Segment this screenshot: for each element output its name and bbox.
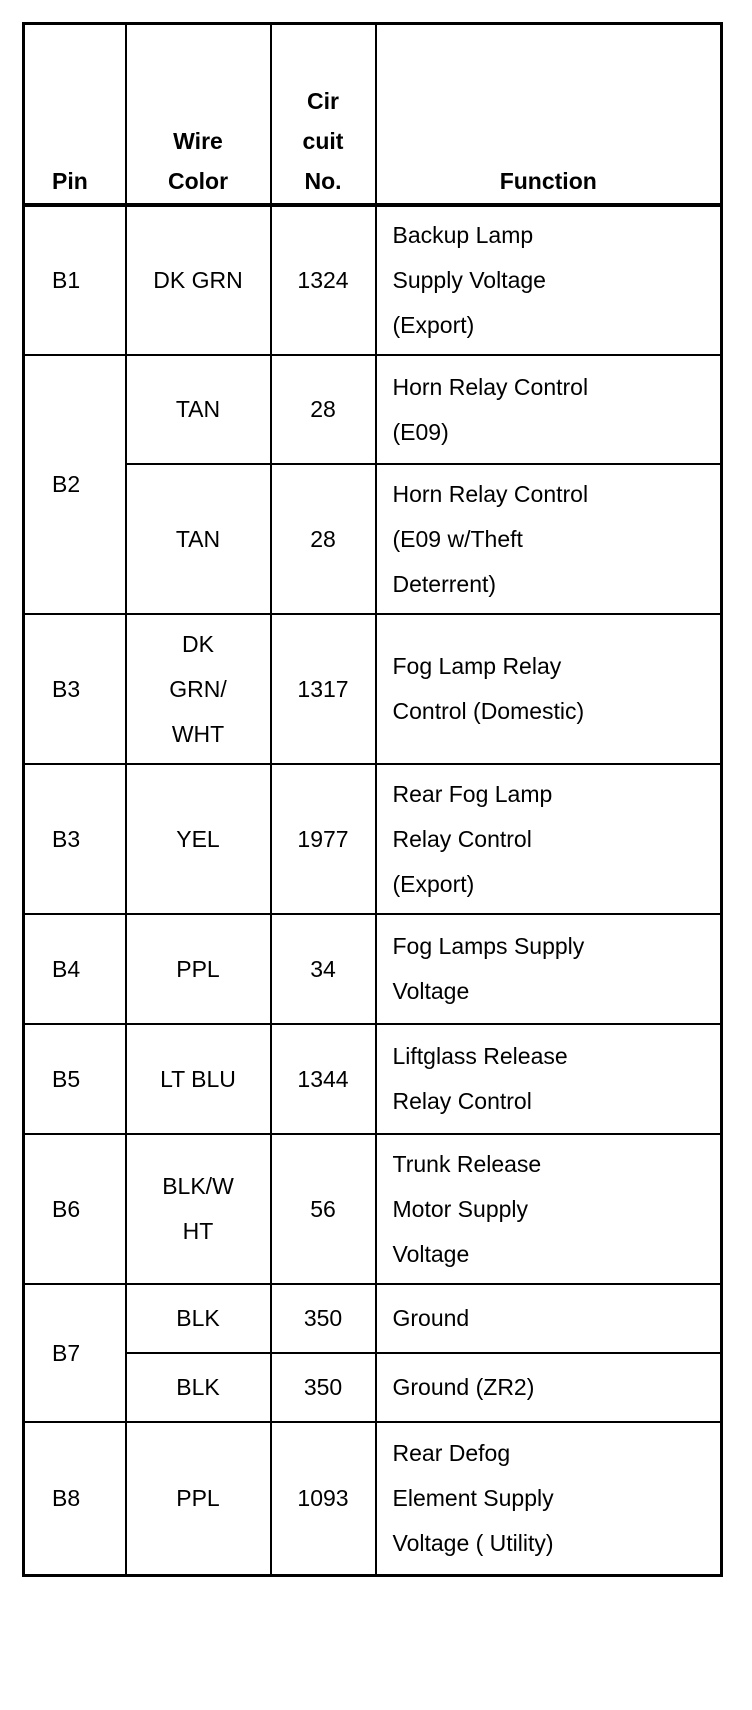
wire-color-cell [126, 464, 271, 614]
table-row [24, 1024, 722, 1134]
table-row [24, 464, 722, 614]
cell-line: Supply Voltage [392, 267, 546, 293]
table-row [24, 614, 722, 764]
circuit-number-cell: 1344 [271, 1024, 376, 1134]
function-cell [376, 1353, 722, 1422]
function-cell [376, 205, 722, 355]
cell-line: DK GRN [153, 267, 243, 293]
pin-cell: B1 [24, 205, 126, 355]
wire-color-cell [126, 1284, 271, 1353]
cell-line: (E09) [392, 418, 449, 445]
cell-line: Relay Control [392, 1088, 532, 1114]
cell-line: Ground (ZR2) [392, 1374, 535, 1400]
cell-line: Ground [392, 1305, 470, 1331]
cell-line: Liftglass Release [392, 1043, 568, 1069]
cell-line: Wire [173, 128, 223, 154]
wire-color-cell [126, 1353, 271, 1422]
cell-line: (Export) [392, 870, 475, 897]
circuit-number-cell: 28 [271, 464, 376, 614]
cell-line: Horn Relay Control [392, 373, 589, 400]
pin-cell: B3 [24, 764, 126, 914]
wire-color-cell [126, 355, 271, 464]
cell-line: Fog Lamps Supply [392, 933, 585, 959]
table-row [24, 764, 722, 914]
pin-cell: B6 [24, 1134, 126, 1284]
cell-line: (Export) [392, 312, 475, 338]
wire-color-cell [126, 1134, 271, 1284]
cell-line: Rear Fog Lamp [392, 780, 553, 807]
function-cell [376, 1284, 722, 1353]
circuit-number-cell: 56 [271, 1134, 376, 1284]
table-row [24, 1422, 722, 1575]
cell-line: Motor Supply [392, 1195, 529, 1222]
table-row [24, 1353, 722, 1422]
cell-line: Voltage [392, 978, 470, 1004]
cell-line: PPL [176, 1484, 220, 1511]
cell-line: YEL [176, 825, 220, 852]
cell-line: TAN [175, 396, 221, 422]
circuit-number-cell: 1324 [271, 205, 376, 355]
cell-line: Voltage [392, 1240, 470, 1267]
function-cell [376, 355, 722, 464]
table-row [24, 355, 722, 464]
cell-line: PPL [176, 955, 220, 982]
cell-line: LT BLU [160, 1065, 236, 1092]
table-row [24, 1284, 722, 1353]
function-cell [376, 1024, 722, 1134]
cell-line: Cir [307, 88, 339, 114]
wire-color-cell [126, 205, 271, 355]
function-cell [376, 464, 722, 614]
cell-line: Function [499, 168, 597, 194]
table-row [24, 205, 722, 355]
cell-line: Element Supply [392, 1484, 554, 1511]
cell-line: Backup Lamp [392, 222, 534, 248]
circuit-number-cell: 34 [271, 914, 376, 1024]
cell-line: DK [182, 630, 214, 657]
cell-line: Voltage ( Utility) [392, 1529, 554, 1556]
header-row [24, 24, 722, 206]
pin-cell: B2 [24, 355, 126, 614]
cell-line: HT [182, 1218, 214, 1244]
cell-line: TAN [175, 525, 221, 552]
header-function [376, 24, 722, 206]
cell-line: BLK [176, 1305, 220, 1331]
wire-color-cell [126, 614, 271, 764]
pin-cell: B8 [24, 1422, 126, 1575]
table-row [24, 914, 722, 1024]
circuit-number-cell: 28 [271, 355, 376, 464]
function-cell [376, 614, 722, 764]
wire-color-cell [126, 1422, 271, 1575]
header-circuit-no [271, 24, 376, 206]
cell-line: Rear Defog [392, 1439, 511, 1466]
cell-line: Trunk Release [392, 1150, 542, 1177]
pin-cell: B5 [24, 1024, 126, 1134]
cell-line: WHT [171, 720, 225, 747]
wire-color-cell [126, 1024, 271, 1134]
cell-line: BLK [176, 1374, 220, 1400]
cell-line: Deterrent) [392, 570, 497, 597]
cell-line: Horn Relay Control [392, 480, 589, 507]
cell-line: Fog Lamp Relay [392, 653, 562, 679]
function-cell [376, 1134, 722, 1284]
function-cell [376, 1422, 722, 1575]
circuit-number-cell: 1093 [271, 1422, 376, 1575]
function-cell [376, 914, 722, 1024]
pin-table [22, 22, 723, 1577]
circuit-number-cell: 350 [271, 1284, 376, 1353]
circuit-number-cell: 1317 [271, 614, 376, 764]
cell-line: Relay Control [392, 825, 532, 852]
wire-color-cell [126, 764, 271, 914]
pin-cell: B3 [24, 614, 126, 764]
pin-cell: B4 [24, 914, 126, 1024]
pin-cell: B7 [24, 1284, 126, 1422]
table-row [24, 1134, 722, 1284]
function-cell [376, 764, 722, 914]
cell-line: Color [167, 168, 229, 194]
header-pin [24, 24, 126, 206]
cell-line: Pin [52, 168, 88, 194]
circuit-number-cell: 1977 [271, 764, 376, 914]
cell-line: GRN/ [169, 675, 227, 702]
header-wire-color [126, 24, 271, 206]
cell-line: (E09 w/Theft [392, 525, 523, 552]
circuit-number-cell: 350 [271, 1353, 376, 1422]
cell-line: BLK/W [162, 1173, 234, 1199]
cell-line: No. [304, 168, 342, 194]
cell-line: Control (Domestic) [392, 698, 585, 724]
wire-color-cell [126, 914, 271, 1024]
cell-line: cuit [302, 128, 344, 154]
